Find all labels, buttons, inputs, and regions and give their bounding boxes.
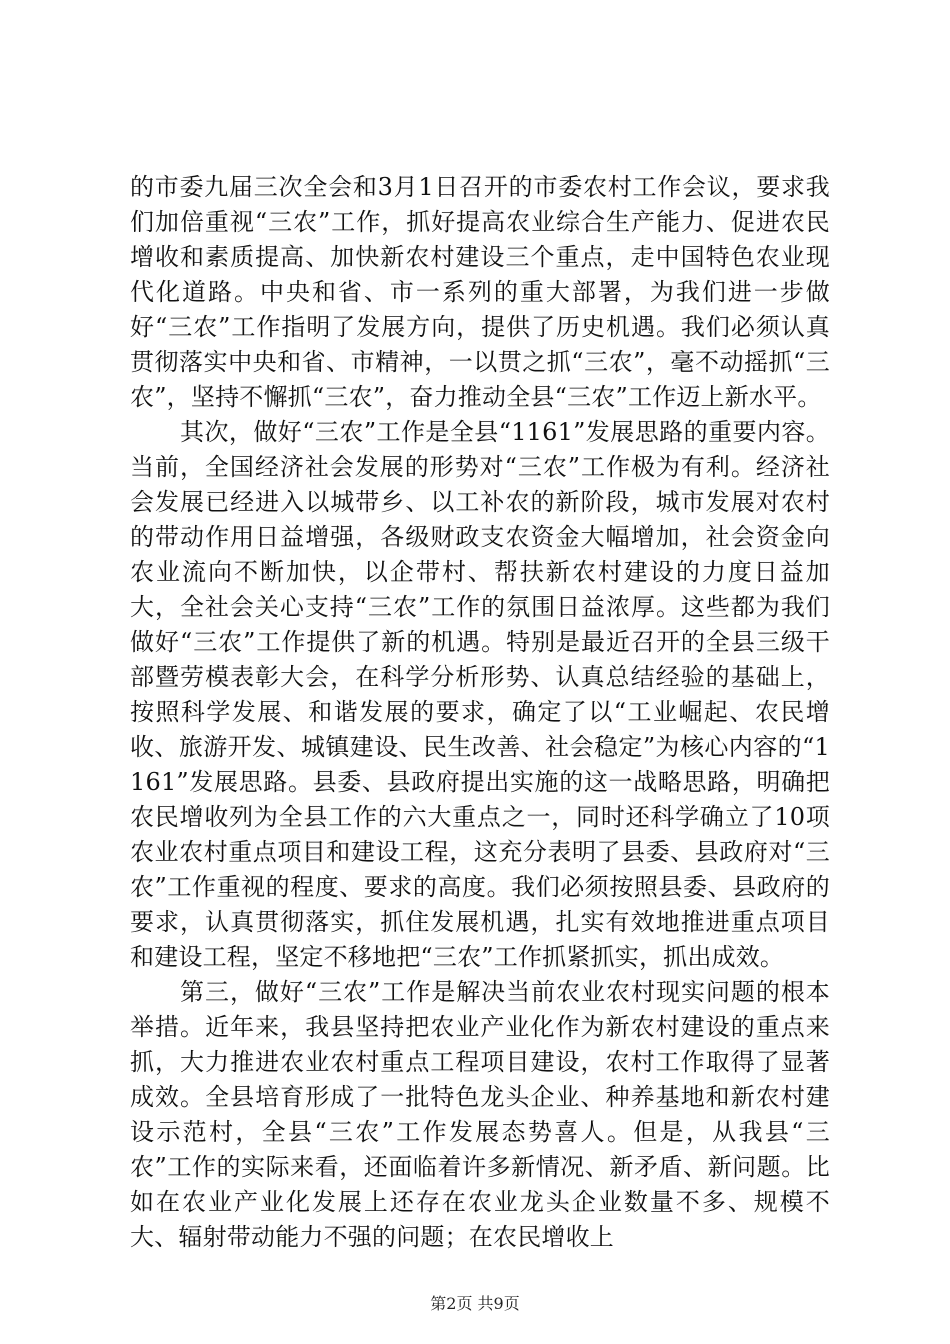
paragraph-second-point: 其次，做好“三农”工作是全县“1161”发展思路的重要内容。当前，全国经济社会发展的形势对“三农”工作极为有利。经济社会发展已经进入以城带乡、以工补农的新阶段，城市发展对农村的带动作用日益增强，各级财政支农资金大幅增加，社会资金向农业流向不断加快，以企带村、帮扶新农村建设的力度日益加大，全社会关心支持“三农”工作的氛围日益浓厚。这些都为我们做好“三农”工作提供了新的机遇。特别是最近召开的全县三级干部暨劳模表彰大会，在科学分析形势、认真总结经验的基础上，按照科学发展、和谐发展的要求，确定了以“工业崛起、农民增收、旅游开发、城镇建设、民生改善、社会稳定”为核心内容的“1161”发展思路。县委、县政府提出实施的这一战略思路，明确把农民增收列为全县工作的六大重点之一，同时还科学确立了10项农业农村重点项目和建设工程，这充分表明了县委、县政府对“三农”工作重视的程度、要求的高度。我们必须按照县委、县政府的要求，认真贯彻落实，抓住发展机遇，扎实有效地推进重点项目和建设工程，坚定不移地把“三农”工作抓紧抓实，抓出成效。 bbox=[130, 418, 830, 971]
page-footer bbox=[0, 1294, 950, 1314]
paragraph-third-point: 第三，做好“三农”工作是解决当前农业农村现实问题的根本举措。近年来，我县坚持把农业产业化作为新农村建设的重点来抓，大力推进农业农村重点工程项目建设，农村工作取得了显著成效。全县培育形成了一批特色龙头企业、种养基地和新农村建设示范村，全县“三农”工作发展态势喜人。但是，从我县“三农”工作的实际来看，还面临着许多新情况、新矛盾、新问题。比如在农业产业化发展上还存在农业龙头企业数量不多、规模不大、辐射带动能力不强的问题；在农民增收上 bbox=[130, 978, 830, 1251]
document-body bbox=[130, 170, 830, 1255]
paragraph-continuation: 的市委九届三次全会和3月1日召开的市委农村工作会议，要求我们加倍重视“三农”工作，抓好提高农业综合生产能力、促进农民增收和素质提高、加快新农村建设三个重点，走中国特色农业现代化道路。中央和省、市一系列的重大部署，为我们进一步做好“三农”工作指明了发展方向，提供了历史机遇。我们必须认真贯彻落实中央和省、市精神，一以贯之抓“三农”，毫不动摇抓“三农”，坚持不懈抓“三农”，奋力推动全县“三农”工作迈上新水平。 bbox=[130, 173, 830, 411]
page-number-label: 第2页 共9页 bbox=[430, 1294, 520, 1313]
